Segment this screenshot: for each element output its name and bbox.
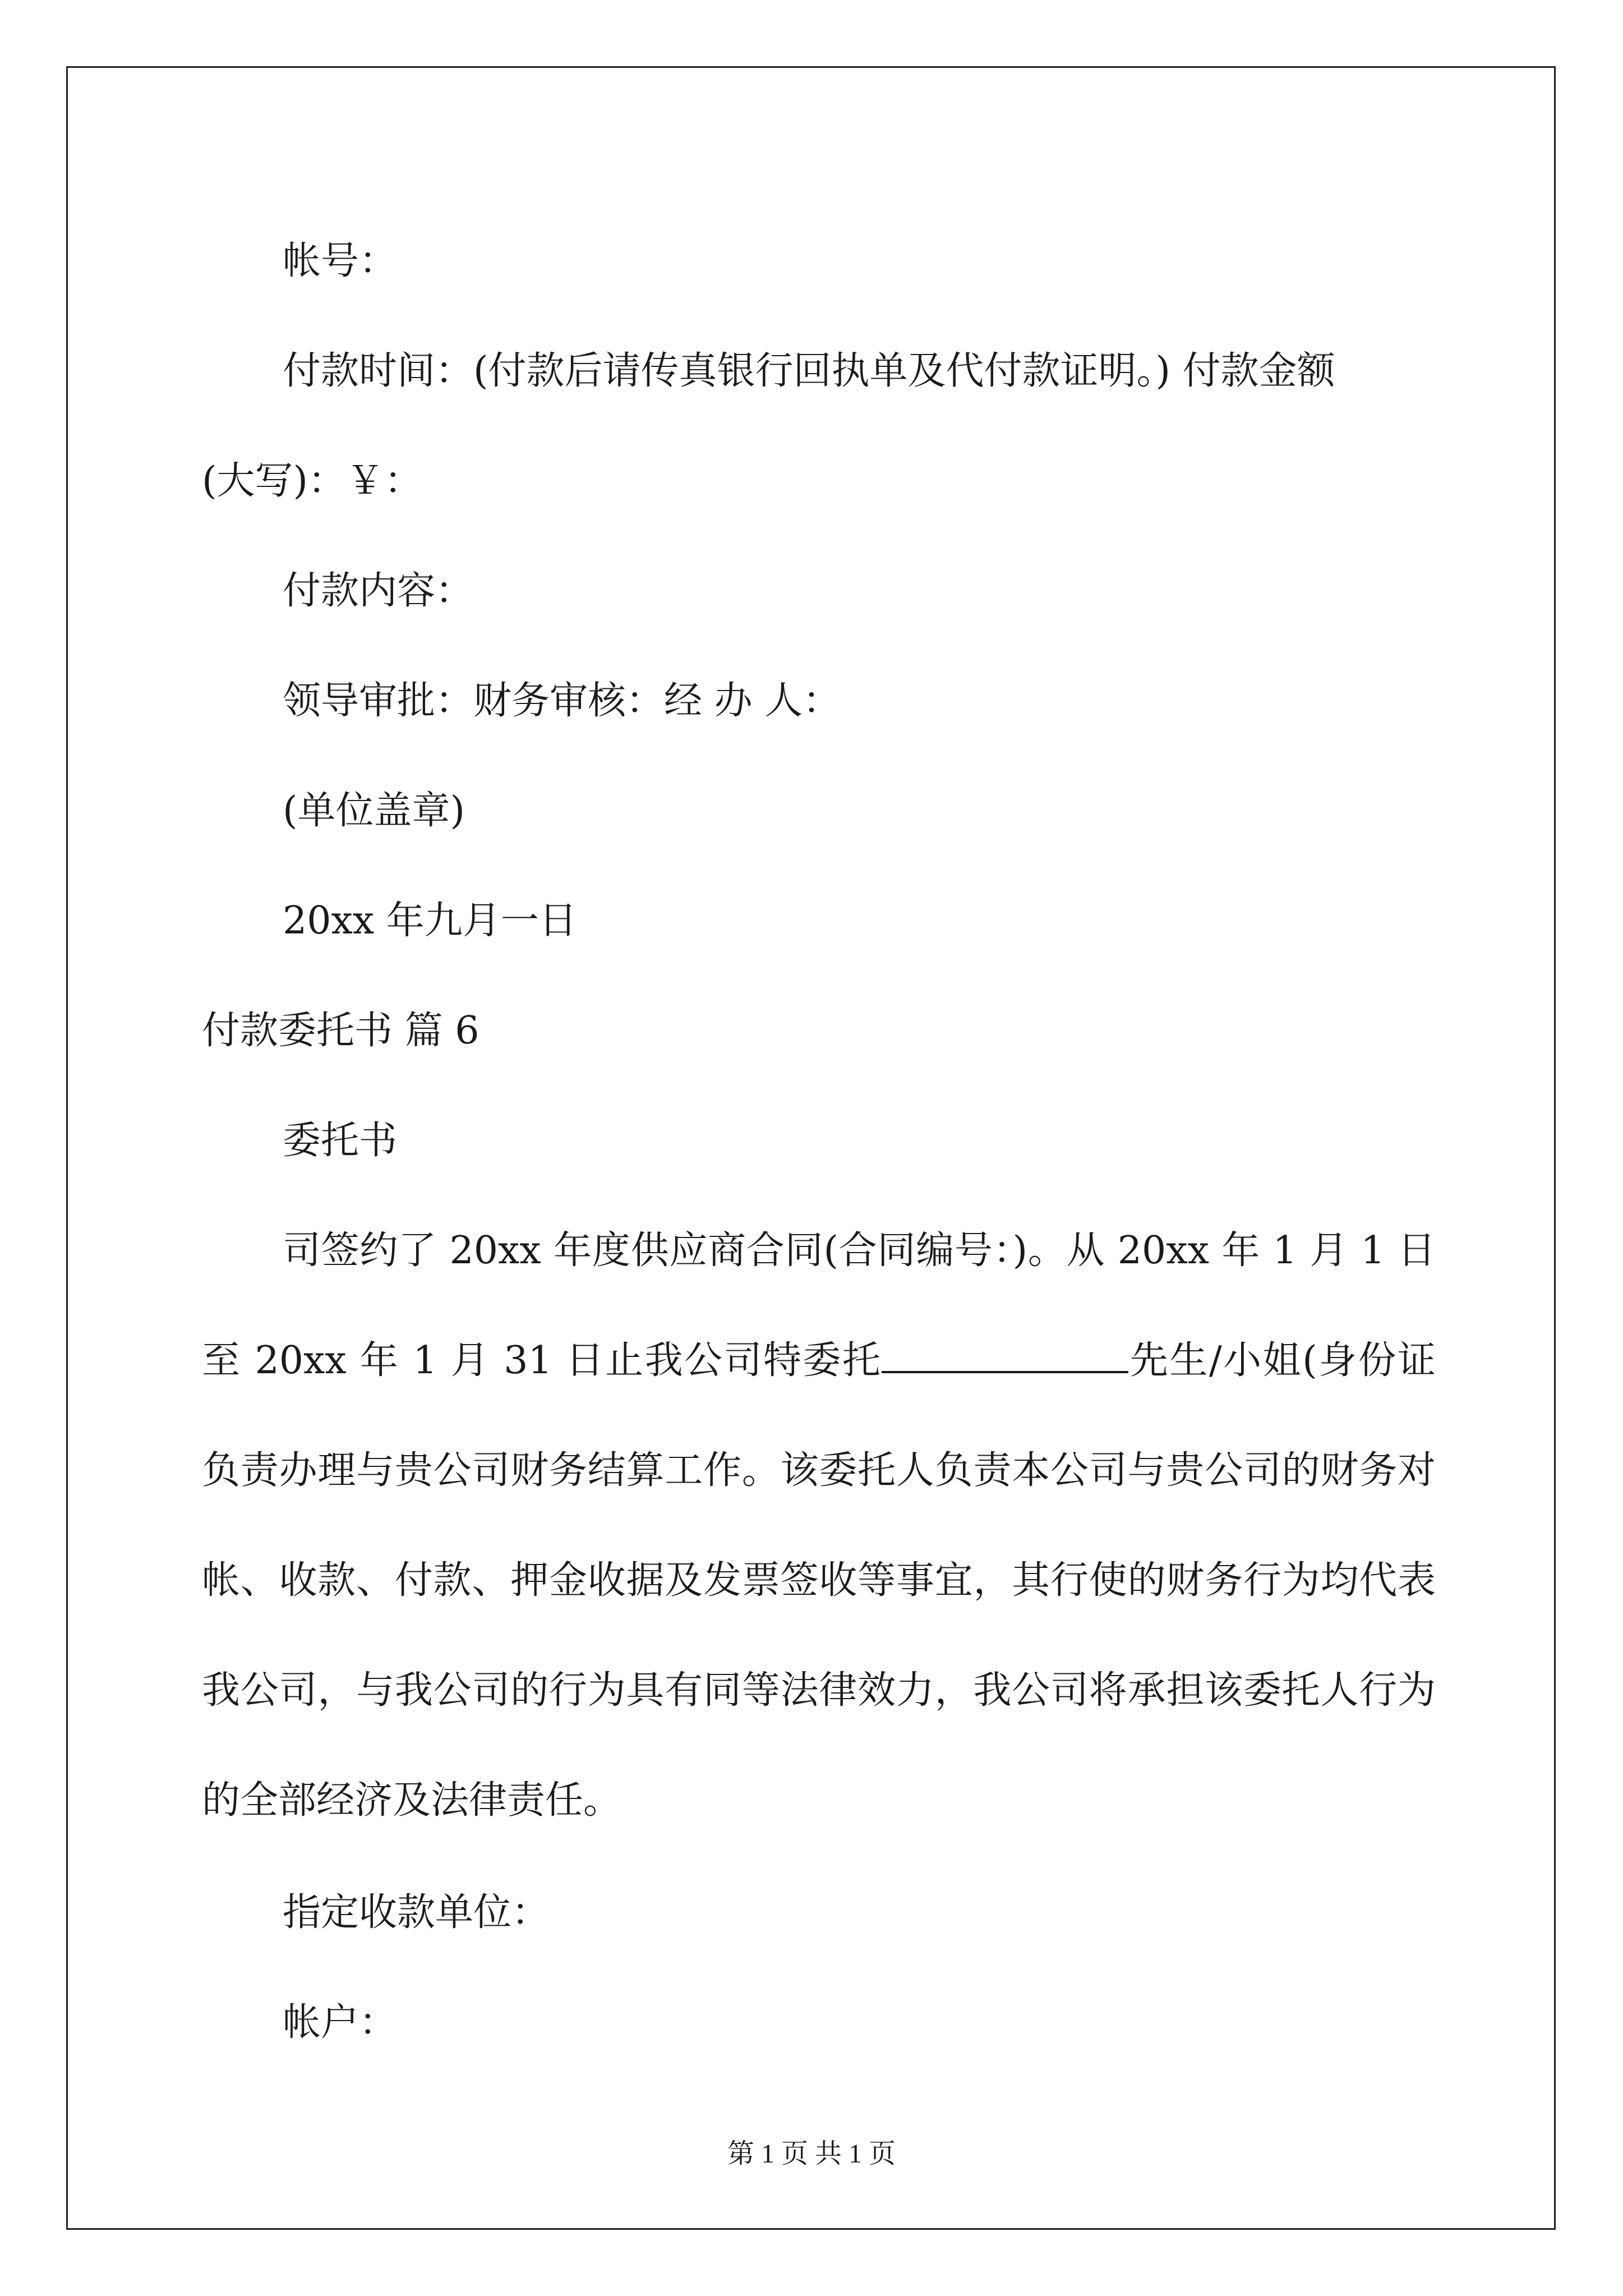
account-number-line: 帐号：: [283, 239, 398, 283]
entrustment-paragraph: [202, 1196, 1436, 1856]
date-line: 20xx 年九月一日: [283, 899, 577, 943]
seal-line: (单位盖章): [283, 789, 465, 833]
payee-unit-line: 指定收款单位：: [283, 1890, 550, 1935]
payment-time-line: 付款时间：(付款后请传真银行回执单及代付款证明。) 付款金额: [283, 349, 1335, 393]
letter-title: 委托书: [283, 1119, 398, 1163]
paragraph-part-1: 司签约了 20xx 年度供应商合同(合同编号：)。从 20xx 年 1 月 1 日至 20xx 年 1 月 31 日止我公司特委托: [202, 1228, 1436, 1383]
payee-account-line: 帐户：: [283, 2000, 398, 2045]
page-footer: 第 1 页 共 1 页: [727, 2139, 896, 2169]
amount-uppercase-line: (大写)：￥：: [202, 459, 423, 503]
delegate-name-blank: [882, 1340, 1128, 1373]
approvals-line: 领导审批：财务审核：经 办 人：: [283, 679, 841, 723]
payment-content-line: 付款内容：: [283, 569, 474, 613]
paragraph-part-2: 先生/小姐(身份证负责办理与贵公司财务结算工作。该委托人负责本公司与贵公司的财务对帐、收款、付款、押金收据及发票签收等事宜，其行使的财务行为均代表我公司，与我公司的行为具有同等法律效力，我公司将承担该委托人行为的全部经济及法律责任。: [202, 1338, 1436, 1823]
section-title: 付款委托书 篇 6: [202, 1009, 479, 1053]
